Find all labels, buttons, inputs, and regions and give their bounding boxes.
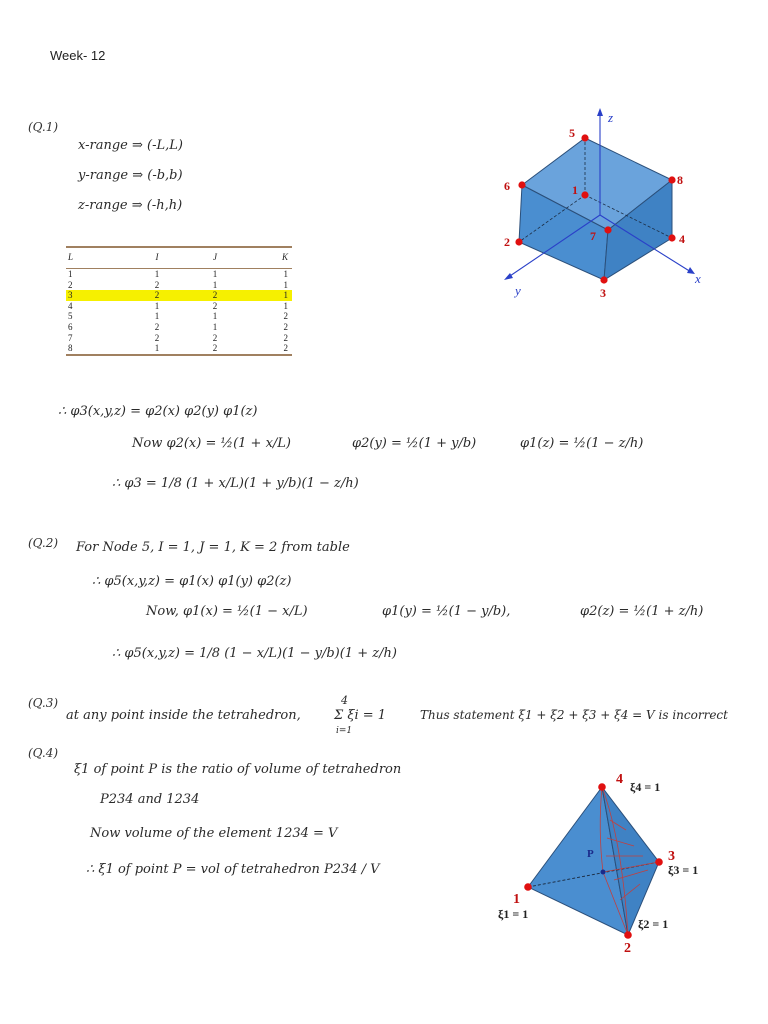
cube-label-1: 1 (572, 183, 578, 197)
table-row (66, 333, 292, 344)
z-axis-label: z (608, 110, 614, 125)
table-cell: 4 (68, 300, 73, 311)
table-cell: 1 (68, 269, 73, 279)
q3-line2: Thus statement ξ1 + ξ2 + ξ3 + ξ4 = V is incorrect (420, 708, 728, 722)
cube-label-5: 5 (569, 126, 575, 140)
q4-line3: Now volume of the element 1234 = V (90, 826, 338, 841)
table-cell: 6 (68, 321, 73, 332)
x-range-line: x-range ⇒ (-L,L) (78, 138, 183, 153)
cube-node-6 (518, 181, 525, 188)
q3-sum-upper: 4 (341, 694, 348, 707)
header-cell: K (250, 247, 292, 269)
table-row (66, 301, 292, 312)
point-p-label: P (587, 848, 594, 860)
table-cell: 2 (212, 332, 218, 343)
tetrahedron-figure (480, 760, 730, 960)
cube-node-3 (600, 276, 607, 283)
cube-label-3: 3 (600, 286, 606, 300)
cube-node-8 (668, 176, 675, 183)
cube-label-2: 2 (504, 235, 510, 249)
table-cell: 2 (154, 279, 160, 290)
q1-phi3-product: ∴ φ3(x,y,z) = φ2(x) φ2(y) φ1(z) (58, 404, 258, 419)
q3-sum-lower: i=1 (336, 726, 353, 736)
table-cell: 2 (283, 311, 288, 322)
table-cell: 2 (283, 332, 288, 343)
node-index-table (66, 246, 292, 356)
table-row (66, 343, 292, 355)
tetra-label-2: 2 (624, 941, 631, 956)
hexahedron-figure (495, 100, 720, 310)
cube-label-4: 4 (679, 232, 685, 246)
cube-label-7: 7 (590, 229, 596, 243)
table-cell: 2 (180, 290, 250, 301)
q1-phi1z: φ1(z) = ½(1 − z/h) (520, 436, 644, 451)
cube-node-7 (604, 226, 611, 233)
table-cell: 1 (212, 321, 218, 332)
q1-label: (Q.1) (28, 120, 59, 134)
table-row (66, 269, 292, 280)
table-cell: 1 (212, 311, 218, 322)
q4-line1: ξ1 of point P is the ratio of volume of tetrahedron (74, 762, 402, 777)
header-cell: J (180, 247, 250, 269)
table-cell: 1 (134, 343, 180, 355)
table-cell: 2 (154, 332, 160, 343)
q4-line2: P234 and 1234 (100, 792, 200, 807)
xi2-label: ξ2 = 1 (638, 917, 669, 931)
table-cell: 1 (154, 311, 160, 322)
tetra-node-4 (598, 783, 606, 791)
xi3-label: ξ3 = 1 (668, 863, 699, 877)
q3-line1: at any point inside the tetrahedron, (66, 708, 301, 723)
week-heading: Week- 12 (50, 48, 106, 63)
cube-node-1 (581, 191, 588, 198)
table-cell: 1 (212, 279, 218, 290)
tetra-label-1: 1 (513, 892, 520, 907)
table-row (66, 280, 292, 291)
q1-phi2y: φ2(y) = ½(1 + y/b) (352, 436, 477, 451)
z-axis-arrow (597, 108, 603, 116)
cube-node-5 (581, 134, 588, 141)
table-cell: 1 (283, 269, 288, 279)
q2-node5-indices: For Node 5, I = 1, J = 1, K = 2 from table (76, 540, 350, 555)
tetra-label-4: 4 (616, 772, 623, 787)
table-cell: 1 (283, 279, 288, 290)
table-cell: 3 (66, 290, 134, 301)
table-cell: 1 (212, 269, 218, 279)
table-row (66, 311, 292, 322)
xi4-label: ξ4 = 1 (630, 780, 661, 794)
table-cell: 2 (134, 290, 180, 301)
cube-label-8: 8 (677, 173, 683, 187)
y-range-line: y-range ⇒ (-b,b) (78, 168, 183, 183)
table-row (66, 322, 292, 333)
q2-label: (Q.2) (28, 536, 59, 550)
table-cell: 2 (68, 279, 73, 290)
table-cell: 1 (283, 300, 288, 311)
q2-phi1x: Now, φ1(x) = ½(1 − x/L) (146, 604, 308, 619)
table-header-row (66, 247, 292, 269)
table-cell: 2 (283, 321, 288, 332)
cube-label-6: 6 (504, 179, 510, 193)
tetra-node-1 (524, 883, 532, 891)
table-cell: 1 (154, 269, 160, 279)
table-cell: 2 (180, 343, 250, 355)
tetra-node-3 (655, 858, 663, 866)
xi1-label: ξ1 = 1 (498, 907, 529, 921)
q4-line4: ∴ ξ1 of point P = vol of tetrahedron P234 / V (86, 862, 380, 877)
q2-phi5-product: ∴ φ5(x,y,z) = φ1(x) φ1(y) φ2(z) (92, 574, 292, 589)
table-cell: 5 (68, 311, 73, 322)
q3-sum: Σ ξi = 1 (334, 708, 387, 723)
x-axis-label: x (695, 271, 701, 286)
header-cell: I (134, 247, 180, 269)
point-p (601, 870, 606, 875)
table-cell: 8 (66, 343, 134, 355)
table-cell: 7 (68, 332, 73, 343)
y-axis-arrow (504, 273, 513, 280)
y-axis-label: y (515, 283, 521, 298)
q2-phi2z: φ2(z) = ½(1 + z/h) (580, 604, 704, 619)
table-cell: 2 (250, 343, 292, 355)
q2-phi1y: φ1(y) = ½(1 − y/b), (382, 604, 511, 619)
q1-phi2x: Now φ2(x) = ½(1 + x/L) (132, 436, 291, 451)
header-cell: L (66, 247, 134, 269)
cube-node-4 (668, 234, 675, 241)
tetra-label-3: 3 (668, 849, 675, 864)
tetra-node-2 (624, 931, 632, 939)
table-cell: 1 (250, 290, 292, 301)
table-cell: 2 (154, 321, 160, 332)
q4-label: (Q.4) (28, 746, 59, 760)
cube-node-2 (515, 238, 522, 245)
q2-phi5-result: ∴ φ5(x,y,z) = 1/8 (1 − x/L)(1 − y/b)(1 + z/h) (112, 646, 397, 661)
table-row (66, 290, 292, 301)
table-cell: 2 (212, 300, 218, 311)
table-cell: 1 (154, 300, 160, 311)
q3-label: (Q.3) (28, 696, 59, 710)
q1-phi3-result: ∴ φ3 = 1/8 (1 + x/L)(1 + y/b)(1 − z/h) (112, 476, 359, 491)
z-range-line: z-range ⇒ (-h,h) (78, 198, 183, 213)
